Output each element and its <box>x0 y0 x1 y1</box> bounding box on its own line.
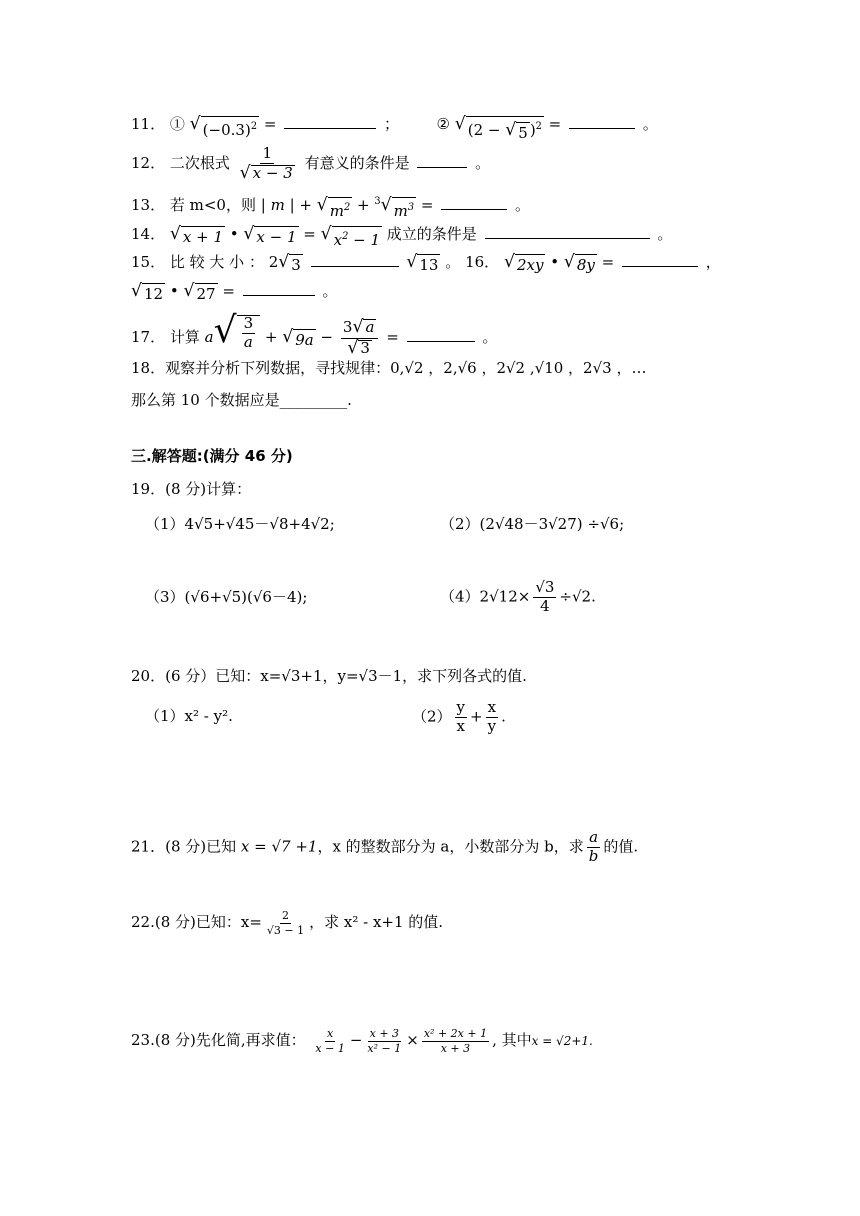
circle-label-1: ① <box>169 115 185 133</box>
question-number: 13． <box>131 196 166 214</box>
answer-blank[interactable] <box>243 281 315 296</box>
answer-blank[interactable] <box>311 252 399 267</box>
question-21: 21．(8 分)已知 x = √7 +1，x 的整数部分为 a，小数部分为 b，求 $\frac{a}{b}$ 的值. <box>131 828 639 865</box>
answer-blank[interactable] <box>569 114 635 129</box>
question-number: 14． <box>131 225 166 243</box>
question-19-part3: （3）(√6+√5)(√6－4); <box>145 588 308 606</box>
question-22: 22.(8 分)已知：x= $\frac{2}{√3 - 1}$ ，求 x² - x+1 的值. <box>131 909 444 937</box>
question-19-part4: （4）2√12× $\frac{√3}{4}$ ÷√2. <box>440 578 596 615</box>
question-17: 17． 计算 a √ $\frac{3}{a}$ + √ 9a − 3 √ a √ 3 = 。 <box>131 310 498 358</box>
question-18-line2: 那么第 10 个数据应是_________. <box>131 391 352 409</box>
question-number: 11． <box>131 115 166 133</box>
question-20-part1: （1）x² - y². <box>145 707 233 725</box>
question-19-part1: （1）4√5+√45－√8+4√2; <box>145 515 335 533</box>
question-number: 12． <box>131 154 166 172</box>
question-12: 12． 二次根式 1 √ x − 3 有意义的条件是 。 <box>131 144 491 183</box>
question-20-part2: （2） $\frac{y}{x}$ + $\frac{x}{y}$ . <box>412 698 506 735</box>
circle-label-2: ② <box>436 115 450 133</box>
answer-blank[interactable] <box>622 252 698 267</box>
question-18-line1: 18．观察并分析下列数据，寻找规律：0,√2 ，2,√6 ，2√2 ,√10 ，2√3 ，… <box>131 359 647 377</box>
question-13: 13． 若 m<0，则 | m | + √ $m^2$ + $^3$ √ $m^3$ = 。 <box>131 195 530 220</box>
question-19-part2: （2）(2√48－3√27) ÷√6; <box>440 515 625 533</box>
fraction: 1 √ x − 3 <box>239 144 293 183</box>
answer-blank[interactable] <box>407 327 475 342</box>
question-number: 17． <box>131 328 166 346</box>
question-23: 23.(8 分)先化简,再求值： $\frac{x}{x - 1}$ − $\frac{x + 3}{\text{x² − 1}}$ × $\frac{\text{x² + 2x + 1}}{x + 3}$ , 其中x = √2+1. <box>131 1027 593 1055</box>
sqrt-expression: √ (2 − √ 5 )$^2$ <box>454 114 542 142</box>
question-11: 11． ① √ $(-0.3)^2$ = ； ② √ (2 − √ 5 )$^2$ = 。 <box>131 114 658 142</box>
question-15-16: 15． 比 较 大 小 ： 2 √ 3 √ 13 。 16． √ 2xy • √ 8y = ， <box>131 252 721 274</box>
answer-blank[interactable] <box>485 224 650 239</box>
answer-blank[interactable] <box>417 153 467 168</box>
answer-blank[interactable]: _________ <box>279 391 348 409</box>
question-14: 14． √ x + 1 • √ x − 1 = √ $x^2 - 1$ 成立的条件是 。 <box>131 224 673 249</box>
question-19-head: 19．(8 分)计算： <box>131 480 252 498</box>
question-number: 16． <box>465 253 500 271</box>
answer-blank[interactable] <box>284 114 376 129</box>
sqrt-expression: √ $(-0.3)^2$ <box>189 114 258 139</box>
section-heading: 三.解答题:(满分 46 分) <box>131 447 293 465</box>
question-20-head: 20．(6 分）已知：x=√3+1，y=√3－1，求下列各式的值. <box>131 667 527 685</box>
question-number: 15． <box>131 253 166 271</box>
answer-blank[interactable] <box>441 195 507 210</box>
question-16-cont: √ 12 • √ 27 = 。 <box>131 281 338 303</box>
